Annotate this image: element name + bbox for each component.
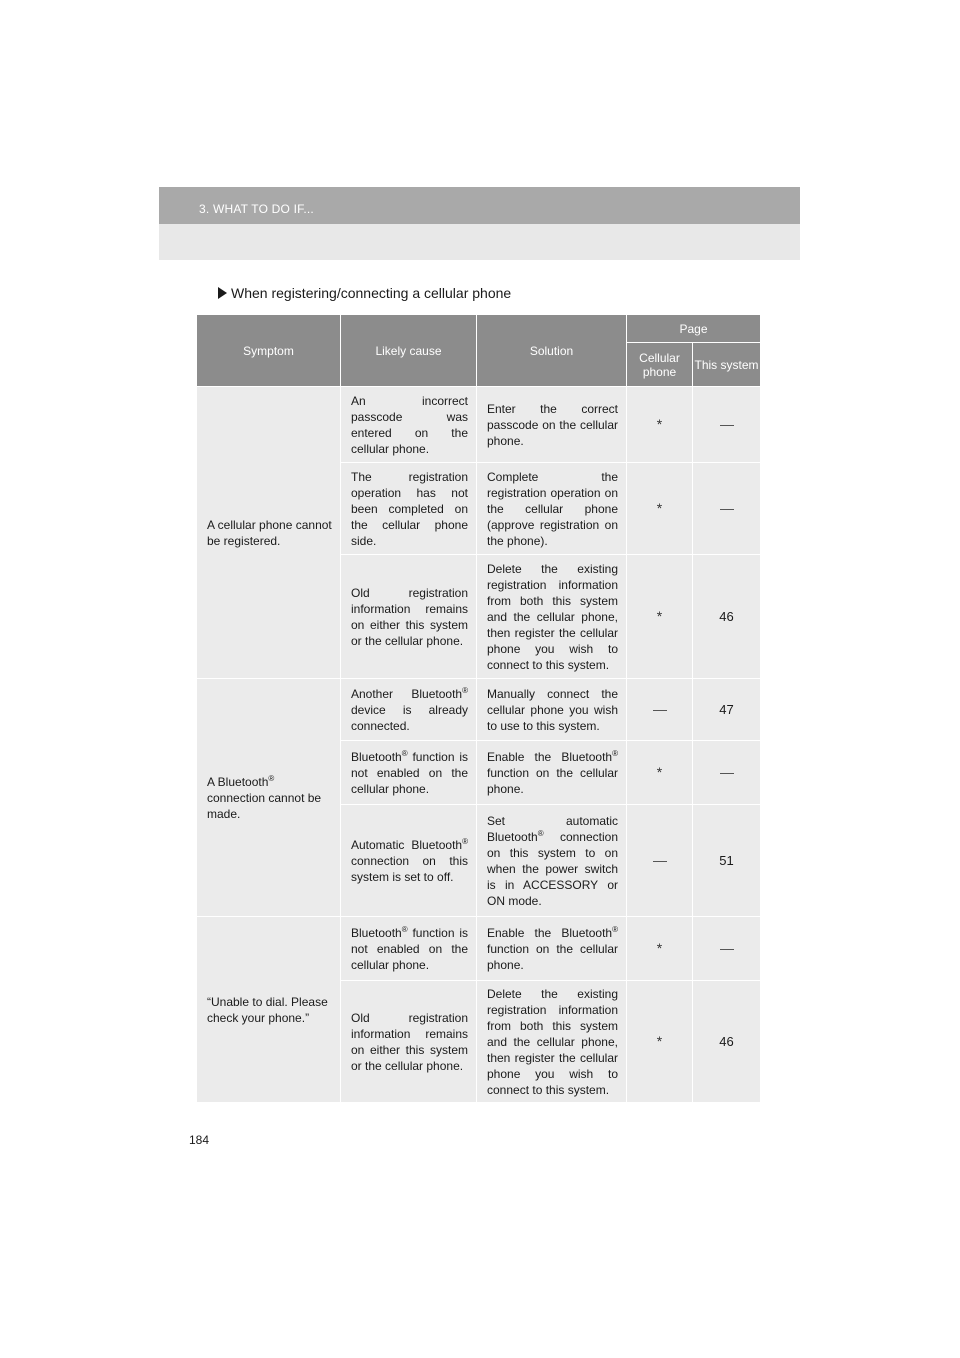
em-dash-icon: [653, 861, 667, 862]
section-header-band: [159, 224, 800, 260]
header-cellular-phone: Cellular phone: [627, 343, 693, 387]
system-page-cell: [693, 917, 761, 981]
header-this-system: This system: [693, 343, 761, 387]
subheading: [218, 285, 511, 301]
em-dash-icon: [720, 425, 734, 426]
right-triangle-icon: [218, 287, 227, 299]
page-number: 184: [189, 1133, 210, 1147]
em-dash-icon: [720, 949, 734, 950]
cause-cell: Another Bluetooth® device is already connected.: [341, 679, 477, 741]
cellular-page-cell: [627, 805, 693, 917]
header-likely-cause: Likely cause: [341, 315, 477, 387]
subheading-text: When registering/connecting a cellular phone: [231, 285, 512, 301]
em-dash-icon: [720, 773, 734, 774]
cause-cell: Bluetooth® function is not enabled on the cellular phone.: [341, 917, 477, 981]
symptom-cell: A cellular phone cannot be registered.: [197, 387, 341, 679]
solution-cell: Set automatic Bluetooth® connection on this system to on when the power switch is in ACCESSORY or ON mode.: [477, 805, 627, 917]
solution-cell: Complete the registration operation on the cellular phone (approve registration on the phone).: [477, 463, 627, 555]
cause-cell: Old registration information remains on either this system or the cellular phone.: [341, 981, 477, 1103]
asterisk-icon: *: [656, 608, 663, 624]
cellular-page-cell: [627, 555, 693, 679]
system-page-cell: [693, 741, 761, 805]
solution-cell: Enable the Bluetooth® function on the cellular phone.: [477, 917, 627, 981]
header-symptom: Symptom: [197, 315, 341, 387]
solution-cell: Enable the Bluetooth® function on the cellular phone.: [477, 741, 627, 805]
section-header-bar: [159, 187, 800, 224]
system-page-cell: 46: [693, 555, 761, 679]
table-row: [197, 917, 761, 981]
cellular-page-cell: [627, 463, 693, 555]
system-page-cell: 47: [693, 679, 761, 741]
asterisk-icon: *: [656, 416, 663, 432]
cellular-page-cell: [627, 387, 693, 463]
asterisk-icon: *: [656, 500, 663, 516]
em-dash-icon: [720, 509, 734, 510]
symptom-cell: A Bluetooth® connection cannot be made.: [197, 679, 341, 917]
header-solution: Solution: [477, 315, 627, 387]
section-title: 3. WHAT TO DO IF...: [199, 202, 314, 216]
solution-cell: Delete the existing registration information from both this system and the cellular phone, then register the cellular phone you wish to connect to this system.: [477, 981, 627, 1103]
cellular-page-cell: [627, 741, 693, 805]
system-page-cell: [693, 463, 761, 555]
system-page-cell: 51: [693, 805, 761, 917]
asterisk-icon: *: [656, 1033, 663, 1049]
solution-cell: Delete the existing registration information from both this system and the cellular phone, then register the cellular phone you wish to connect to this system.: [477, 555, 627, 679]
cause-cell: The registration operation has not been completed on the cellular phone side.: [341, 463, 477, 555]
cellular-page-cell: [627, 679, 693, 741]
system-page-cell: 46: [693, 981, 761, 1103]
table-row: [197, 679, 761, 741]
symptom-cell: “Unable to dial. Please check your phone.”: [197, 917, 341, 1103]
asterisk-icon: *: [656, 940, 663, 956]
cellular-page-cell: [627, 981, 693, 1103]
asterisk-icon: *: [656, 764, 663, 780]
system-page-cell: [693, 387, 761, 463]
troubleshooting-table: [196, 314, 761, 1103]
table-row: [197, 387, 761, 463]
solution-cell: Enter the correct passcode on the cellular phone.: [477, 387, 627, 463]
em-dash-icon: [653, 710, 667, 711]
cellular-page-cell: [627, 917, 693, 981]
cause-cell: Bluetooth® function is not enabled on the cellular phone.: [341, 741, 477, 805]
cause-cell: Old registration information remains on either this system or the cellular phone.: [341, 555, 477, 679]
solution-cell: Manually connect the cellular phone you wish to use to this system.: [477, 679, 627, 741]
header-page: Page: [627, 315, 761, 343]
cause-cell: Automatic Bluetooth® connection on this system is set to off.: [341, 805, 477, 917]
cause-cell: An incorrect passcode was entered on the cellular phone.: [341, 387, 477, 463]
